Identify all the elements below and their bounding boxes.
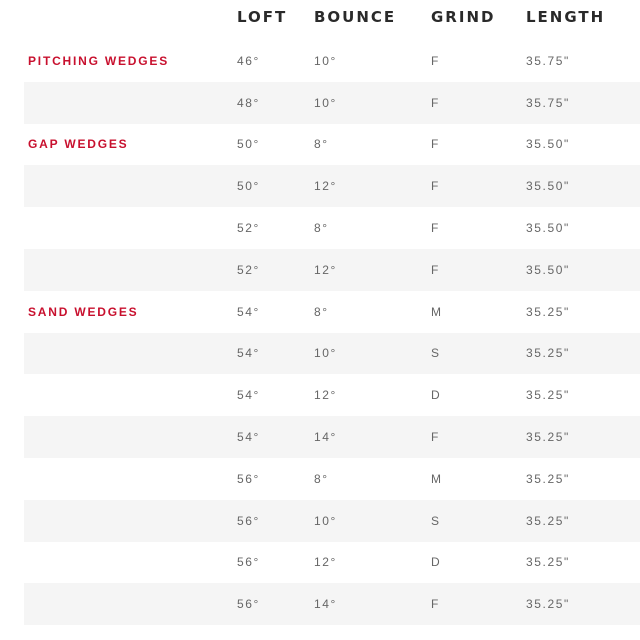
- row-loft-value: 46°: [237, 53, 260, 68]
- table-row: [24, 165, 640, 207]
- row-bounce-value: 10°: [314, 346, 337, 361]
- table-row: [24, 124, 640, 166]
- row-loft-value: 54°: [237, 388, 260, 403]
- row-bounce-value: 10°: [314, 95, 337, 110]
- row-bounce-value: 12°: [314, 179, 337, 194]
- row-loft-value: 54°: [237, 430, 260, 445]
- row-grind-value: M: [431, 304, 443, 319]
- row-length-value: 35.25": [526, 346, 570, 361]
- row-bounce-value: 8°: [314, 471, 329, 486]
- row-grind-value: S: [431, 346, 441, 361]
- table-row: [24, 500, 640, 542]
- row-length-value: 35.50": [526, 179, 570, 194]
- row-length-value: 35.75": [526, 53, 570, 68]
- row-loft-value: 54°: [237, 346, 260, 361]
- row-length-value: 35.50": [526, 221, 570, 236]
- wedge-specs-table: [24, 0, 640, 625]
- row-grind-value: D: [431, 555, 442, 570]
- table-body: [24, 40, 640, 625]
- row-grind-value: F: [431, 262, 440, 277]
- row-bounce-value: 12°: [314, 388, 337, 403]
- column-header-length: LENGTH: [526, 8, 606, 26]
- table-row: [24, 40, 640, 82]
- row-loft-value: 56°: [237, 555, 260, 570]
- table-row: [24, 458, 640, 500]
- row-bounce-value: 14°: [314, 597, 337, 612]
- table-row: [24, 374, 640, 416]
- row-length-value: 35.25": [526, 471, 570, 486]
- row-grind-value: S: [431, 513, 441, 528]
- table-row: [24, 249, 640, 291]
- row-length-value: 35.25": [526, 304, 570, 319]
- table-row: [24, 583, 640, 625]
- row-grind-value: F: [431, 137, 440, 152]
- column-header-loft: LOFT: [237, 8, 288, 26]
- row-length-value: 35.25": [526, 555, 570, 570]
- row-grind-value: F: [431, 53, 440, 68]
- table-row: [24, 333, 640, 375]
- row-grind-value: F: [431, 221, 440, 236]
- row-bounce-value: 10°: [314, 53, 337, 68]
- row-bounce-value: 14°: [314, 430, 337, 445]
- row-loft-value: 48°: [237, 95, 260, 110]
- column-header-bounce: BOUNCE: [314, 8, 397, 26]
- row-bounce-value: 8°: [314, 137, 329, 152]
- row-length-value: 35.25": [526, 388, 570, 403]
- column-header-grind: GRIND: [431, 8, 496, 26]
- row-length-value: 35.25": [526, 513, 570, 528]
- row-loft-value: 56°: [237, 471, 260, 486]
- row-loft-value: 50°: [237, 179, 260, 194]
- row-length-value: 35.75": [526, 95, 570, 110]
- row-bounce-value: 8°: [314, 221, 329, 236]
- table-row: [24, 82, 640, 124]
- row-loft-value: 52°: [237, 262, 260, 277]
- table-row: [24, 291, 640, 333]
- row-length-value: 35.25": [526, 597, 570, 612]
- row-bounce-value: 12°: [314, 262, 337, 277]
- table-row: [24, 416, 640, 458]
- row-category-label: PITCHING WEDGES: [28, 53, 170, 68]
- row-length-value: 35.50": [526, 137, 570, 152]
- table-row: [24, 207, 640, 249]
- row-grind-value: F: [431, 597, 440, 612]
- row-bounce-value: 8°: [314, 304, 329, 319]
- row-bounce-value: 12°: [314, 555, 337, 570]
- row-length-value: 35.50": [526, 262, 570, 277]
- table-row: [24, 542, 640, 584]
- row-bounce-value: 10°: [314, 513, 337, 528]
- row-length-value: 35.25": [526, 430, 570, 445]
- row-grind-value: D: [431, 388, 442, 403]
- row-loft-value: 54°: [237, 304, 260, 319]
- row-loft-value: 56°: [237, 513, 260, 528]
- row-loft-value: 52°: [237, 221, 260, 236]
- row-category-label: SAND WEDGES: [28, 304, 139, 319]
- row-category-label: GAP WEDGES: [28, 137, 129, 152]
- row-grind-value: M: [431, 471, 443, 486]
- row-loft-value: 50°: [237, 137, 260, 152]
- table-header-row: [24, 0, 640, 40]
- row-loft-value: 56°: [237, 597, 260, 612]
- row-grind-value: F: [431, 179, 440, 194]
- row-grind-value: F: [431, 95, 440, 110]
- row-grind-value: F: [431, 430, 440, 445]
